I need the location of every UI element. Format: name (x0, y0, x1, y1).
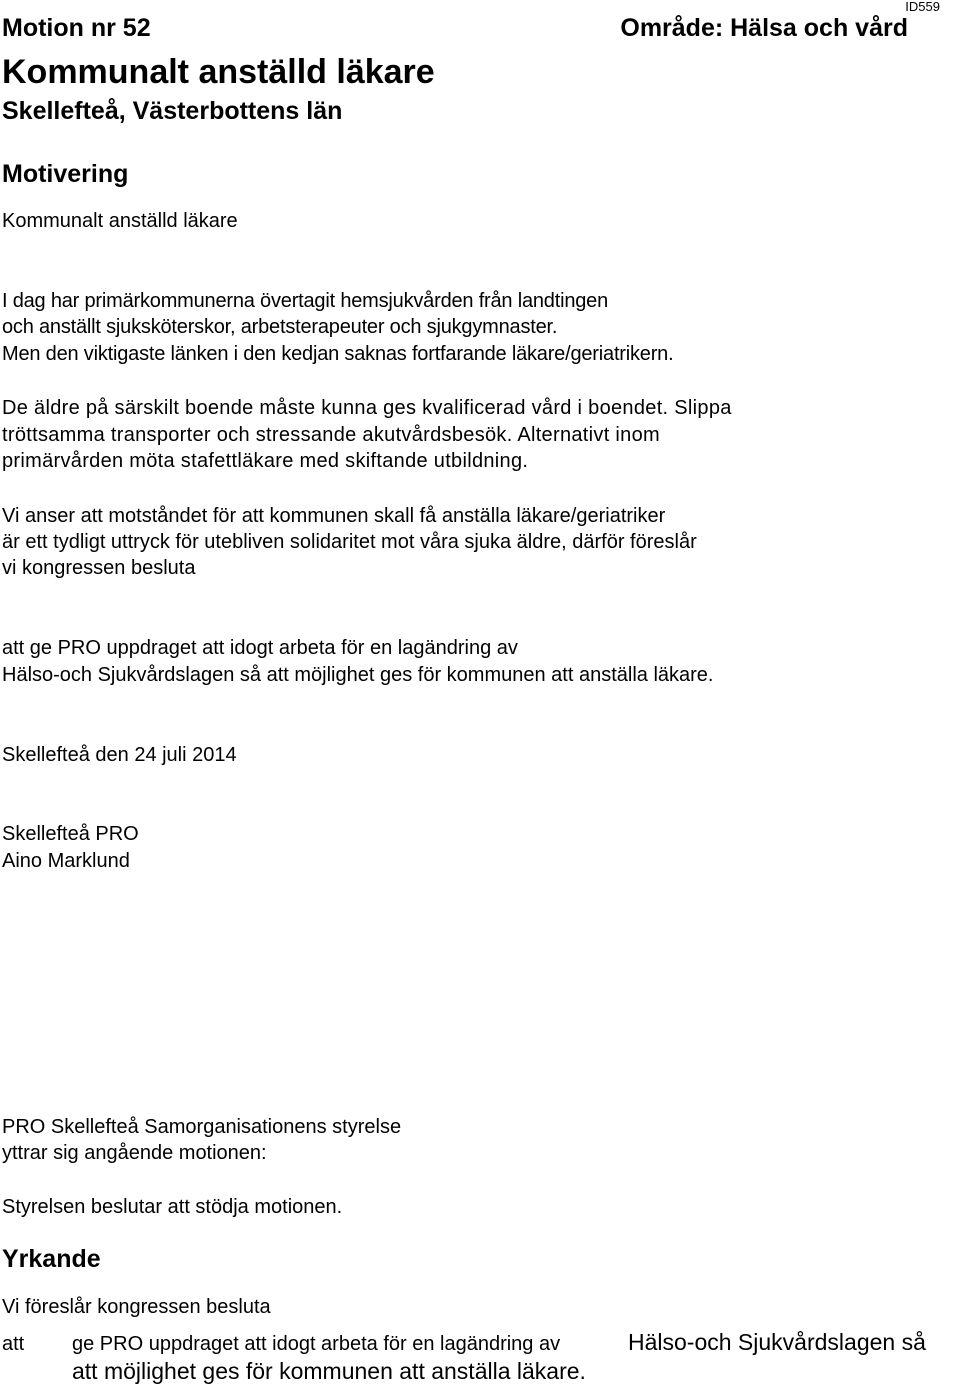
yrkande-heading: Yrkande (2, 1245, 101, 1273)
paragraph-line: I dag har primärkommunerna övertagit hemsjukvården från landtingen (2, 290, 609, 312)
paragraph-line: att ge PRO uppdraget att idogt arbeta för en lagändring av (2, 637, 518, 659)
paragraph-line: och anställt sjuksköterskor, arbetsterapeuter och sjukgymnaster. (2, 316, 558, 338)
board-statement-line: yttrar sig angående motionen: (2, 1142, 267, 1164)
paragraph-line: De äldre på särskilt boende måste kunna ges kvalificerad vård i boendet. Slippa (2, 397, 732, 419)
page-title: Kommunalt anställd läkare (2, 53, 435, 91)
paragraph-line: Hälso-och Sjukvårdslagen så att möjlighet ges för kommunen att anställa läkare. (2, 664, 714, 686)
yrkande-line1-part1: ge PRO uppdraget att idogt arbeta för en lagändring av (72, 1333, 561, 1355)
paragraph-line: är ett tydligt uttryck för utebliven solidaritet mot våra sjuka äldre, därför föreslår (2, 531, 697, 553)
paragraph-line: tröttsamma transporter och stressande akutvårdsbesök. Alternativt inom (2, 424, 660, 446)
signature-organization: Skellefteå PRO (2, 823, 139, 845)
yrkande-line1-part2: Hälso-och Sjukvårdslagen så (628, 1329, 926, 1355)
board-decision: Styrelsen beslutar att stödja motionen. (2, 1196, 343, 1218)
area-label: Område: Hälsa och vård (620, 14, 908, 42)
location-subtitle: Skellefteå, Västerbottens län (2, 97, 343, 125)
document-id: ID559 (905, 0, 940, 14)
signature-name: Aino Marklund (2, 850, 130, 872)
paragraph-line: Men den viktigaste länken i den kedjan saknas fortfarande läkare/geriatrikern. (2, 343, 674, 365)
paragraph-line: vi kongressen besluta (2, 557, 196, 579)
paragraph-line: Vi anser att motståndet för att kommunen skall få anställa läkare/geriatriker (2, 505, 666, 527)
board-statement-line: PRO Skellefteå Samorganisationens styrelse (2, 1116, 402, 1138)
motion-date: Skellefteå den 24 juli 2014 (2, 744, 237, 766)
motion-number: Motion nr 52 (2, 14, 151, 42)
motivering-subheading: Kommunalt anställd läkare (2, 210, 238, 232)
yrkande-att-label: att (2, 1333, 25, 1355)
yrkande-line2: att möjlighet ges för kommunen att anställa läkare. (72, 1358, 586, 1384)
paragraph-line: primärvården möta stafettläkare med skiftande utbildning. (2, 450, 529, 472)
motivering-heading: Motivering (2, 160, 129, 188)
yrkande-intro: Vi föreslår kongressen besluta (2, 1296, 271, 1318)
